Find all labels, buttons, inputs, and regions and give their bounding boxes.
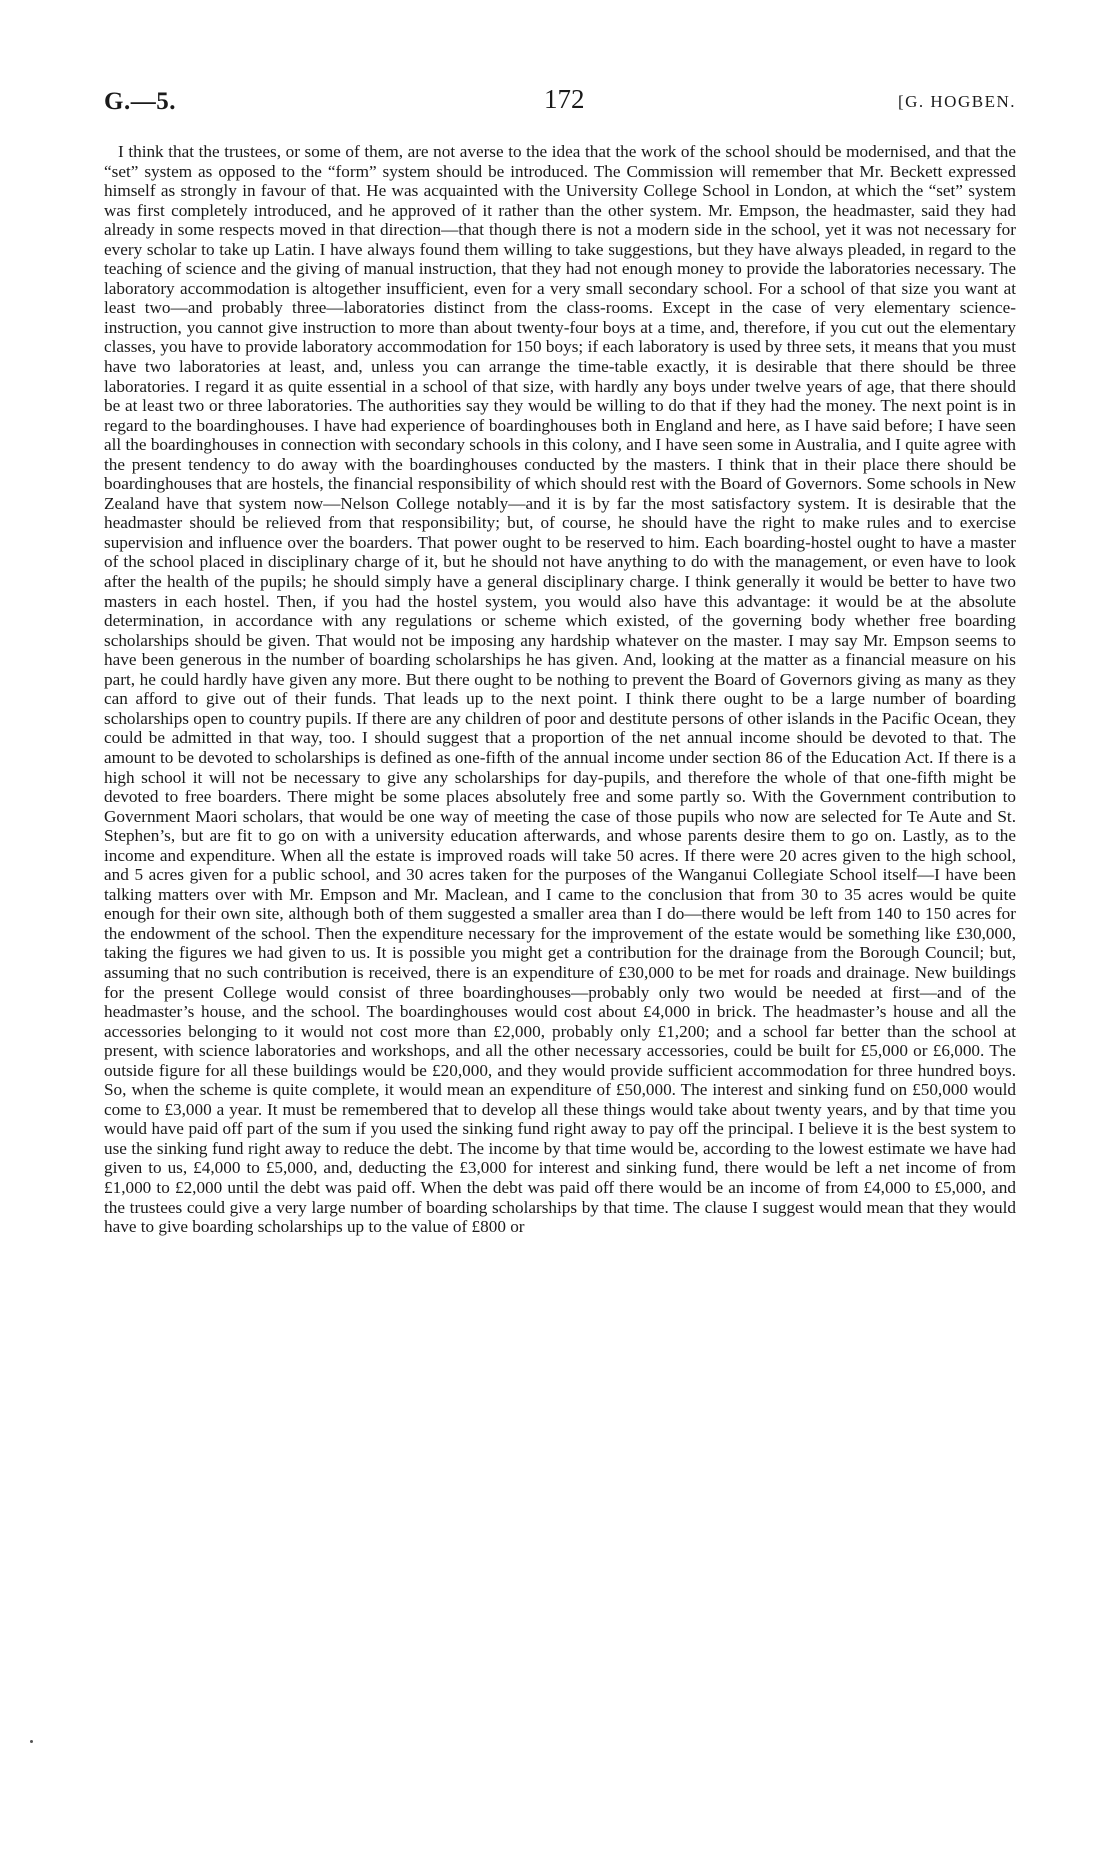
body-paragraph: I think that the trustees, or some of them, are not averse to the idea that the work of the school should be modernised, and that the “set” system as opposed to the “form” system should be introduced. The Commission will remember that Mr. Beckett expressed himself as strongly in favour of that. He was acquainted with the University College School in London, at which the “set” system was first completely introduced, and he approved of it rather than the other system. Mr. Empson, the headmaster, said they had already in some respects moved in that direction—that though there is not a modern side in the school, yet it was not necessary for every scholar to take up Latin. I have always found them willing to take suggestions, but they have always pleaded, in regard to the teaching of science and the giving of manual instruction, that they had not enough money to provide the laboratories necessary. The laboratory accommodation is altogether insufficient, even for a very small secondary school. For a school of that size you want at least two—and probably three—laboratories distinct from the class-rooms. Except in the case of very elementary science-instruction, you cannot give instruction to more than about twenty-four boys at a time, and, therefore, if you cut out the elementary classes, you have to provide laboratory accommodation for 150 boys; if each laboratory is used by three sets, it means that you must have two laboratories at least, and, unless you can arrange the time-table exactly, it is desirable that there should be three laboratories. I regard it as quite essential in a school of that size, with hardly any boys under twelve years of age, that there should be at least two or three laboratories. The authorities say they would be willing to do that if they had the money. The next point is in regard to the boardinghouses. I have had experience of boardinghouses both in England and here, as I have said before; I have seen all the boardinghouses in connection with secondary schools in this colony, and I have seen some in Australia, and I quite agree with the present tendency to do away with the boardinghouses conducted by the masters. I think that in their place there should be boardinghouses that are hostels, the financial responsibility of which should rest with the Board of Governors. Some schools in New Zealand have that system now—Nelson College notably—and it is by far the most satisfactory system. It is desirable that the headmaster should be relieved from that responsibility; but, of course, he should have the right to make rules and to exercise supervision and influence over the boarders. That power ought to be reserved to him. Each boarding-hostel ought to have a master of the school placed in disciplinary charge of it, but he should not have anything to do with the management, or even have to look after the health of the pupils; he should simply have a general disciplinary charge. I think generally it would be better to have two masters in each hostel. Then, if you had the hostel system, you would also have this advantage: it would be at the absolute determination, in accordance with any regulations or scheme which existed, of the governing body whether free boarding scholarships should be given. That would not be imposing any hardship whatever on the master. I may say Mr. Empson seems to have been generous in the number of boarding scholarships he has given. And, looking at the matter as a financial measure on his part, he could hardly have given any more. But there ought to be nothing to prevent the Board of Governors giving as many as they can afford to give out of their funds. That leads up to the next point. I think there ought to be a large number of boarding scholarships open to country pupils. If there are any children of poor and destitute persons of other islands in the Pacific Ocean, they could be admitted in that way, too. I should suggest that a proportion of the net annual income should be devoted to that. The amount to be devoted to scholarships is defined as one-fifth of the annual income under section 86 of the Education Act. If there is a high school it will not be necessary to give any scholarships for day-pupils, and therefore the whole of that one-fifth might be devoted to free boarders. There might be some places absolutely free and some partly so. With the Government contribution to Government Maori scholars, that would be one way of meeting the case of those pupils who now are selected for Te Aute and St. Stephen’s, but are fit to go on with a university education afterwards, and whose parents desire them to go on. Lastly, as to the income and expenditure. When all the estate is improved roads will take 50 acres. If there were 20 acres given to the high school, and 5 acres given for a public school, and 30 acres taken for the purposes of the Wanganui Collegiate School itself—I have been talking matters over with Mr. Empson and Mr. Maclean, and I came to the conclusion that from 30 to 35 acres would be quite enough for their own site, although both of them suggested a smaller area than I do—there would be left from 140 to 150 acres for the endowment of the school. Then the expenditure necessary for the improvement of the estate would be something like £30,000, taking the figures we had given to us. It is possible you might get a contribution for the drainage from the Borough Council; but, assuming that no such contribution is received, there is an expenditure of £30,000 to be met for roads and drainage. New buildings for the present College would consist of three boardinghouses—probably only two would be needed at first—and of the headmaster’s house, and the school. The boardinghouses would cost about £4,000 in brick. The headmaster’s house and all the accessories belonging to it would not cost more than £2,000, probably only £1,200; and a school far better than the school at present, with science laboratories and workshops, and all the other necessary accessories, could be built for £5,000 or £6,000. The outside figure for all these buildings would be £20,000, and they would provide sufficient accommodation for three hundred boys. So, when the scheme is quite complete, it would mean an expenditure of £50,000. The interest and sinking fund on £50,000 would come to £3,000 a year. It must be remembered that to develop all these things would take about twenty years, and by that time you would have paid off part of the sum if you used the sinking fund right away to pay off the principal. I believe it is the best system to use the sinking fund right away to reduce the debt. The income by that time would be, according to the lowest estimate we have had given to us, £4,000 to £5,000, and, deducting the £3,000 for interest and sinking fund, there would be left a net income of from £1,000 to £2,000 until the debt was paid off. When the debt was paid off there would be an income of from £4,000 to £5,000, and the trustees could give a very large number of boarding scholarships by that time. The clause I suggest would mean that they would have to give boarding scholarships up to the value of £800 or [104, 142, 1016, 1237]
margin-mark [30, 1740, 33, 1743]
document-reference: G.—5. [104, 88, 176, 115]
page-number: 172 [544, 84, 585, 114]
witness-name: [G. HOGBEN. [897, 92, 1016, 111]
page-header [104, 84, 1016, 124]
